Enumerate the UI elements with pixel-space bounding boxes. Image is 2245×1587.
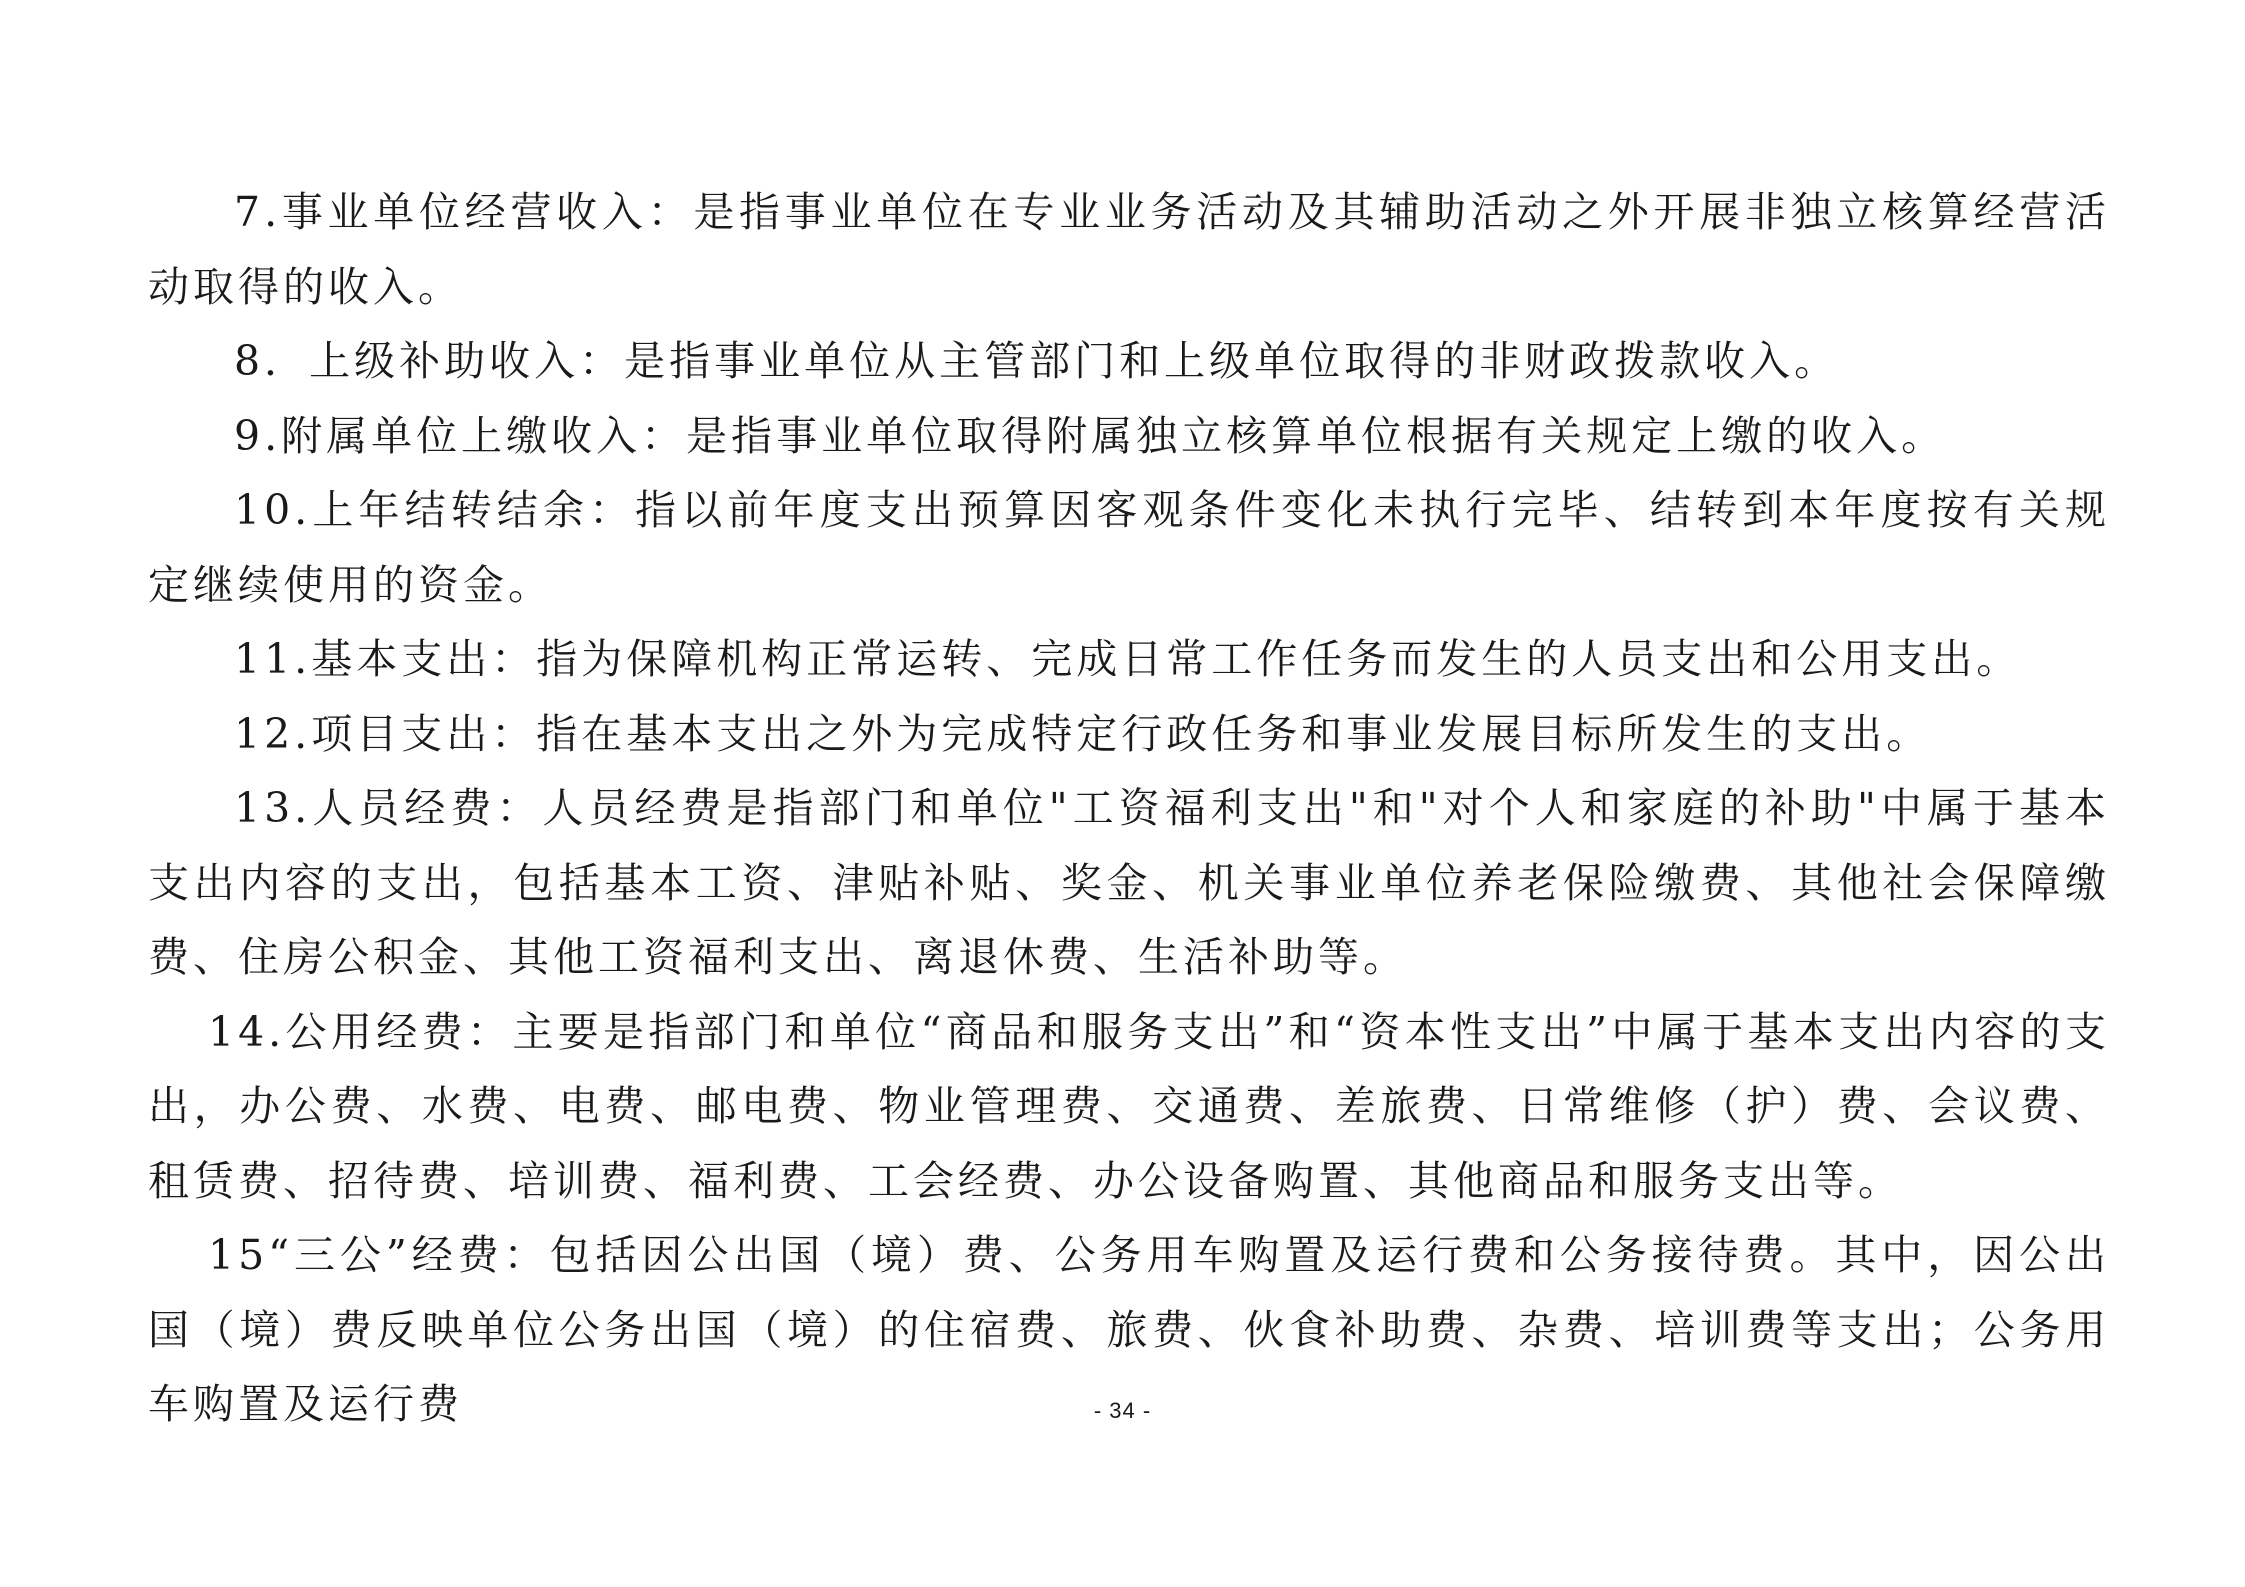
- paragraph-15-three-public-expenses: 15“三公”经费：包括因公出国（境）费、公务用车购置及运行费和公务接待费。其中，因公出国（境）费反映单位公务出国（境）的住宿费、旅费、伙食补助费、杂费、培训费等支出；公务用车购置及运行费: [148, 1231, 2110, 1428]
- paragraph-8-higher-subsidy-income: 8．上级补助收入：是指事业单位从主管部门和上级单位取得的非财政拨款收入。: [234, 337, 1840, 385]
- paragraph-10-carryover-balance: 10.上年结转结余：指以前年度支出预算因客观条件变化未执行完毕、结转到本年度按有关规定继续使用的资金。: [148, 486, 2110, 609]
- page-number: - 34 -: [1093, 1398, 1152, 1423]
- paragraph-13-personnel-expenses: 13.人员经费：人员经费是指部门和单位"工资福利支出"和"对个人和家庭的补助"中属于基本支出内容的支出，包括基本工资、津贴补贴、奖金、机关事业单位养老保险缴费、其他社会保障缴费、住房公积金、其他工资福利支出、离退休费、生活补助等。: [148, 784, 2110, 981]
- paragraph-7-business-income: 7.事业单位经营收入：是指事业单位在专业业务活动及其辅助活动之外开展非独立核算经营活动取得的收入。: [148, 188, 2110, 311]
- paragraph-11-basic-expenditure: 11.基本支出：指为保障机构正常运转、完成日常工作任务而发生的人员支出和公用支出。: [234, 635, 2022, 683]
- paragraph-12-project-expenditure: 12.项目支出：指在基本支出之外为完成特定行政任务和事业发展目标所发生的支出。: [234, 709, 1932, 758]
- paragraph-9-affiliated-unit-income: 9.附属单位上缴收入：是指事业单位取得附属独立核算单位根据有关规定上缴的收入。: [234, 411, 1947, 460]
- paragraph-14-public-expenses: 14.公用经费：主要是指部门和单位“商品和服务支出”和“资本性支出”中属于基本支出内容的支出，办公费、水费、电费、邮电费、物业管理费、交通费、差旅费、日常维修（护）费、会议费、租赁费、招待费、培训费、福利费、工会经费、办公设备购置、其他商品和服务支出等。: [148, 1007, 2110, 1205]
- document-body: [148, 175, 2110, 1442]
